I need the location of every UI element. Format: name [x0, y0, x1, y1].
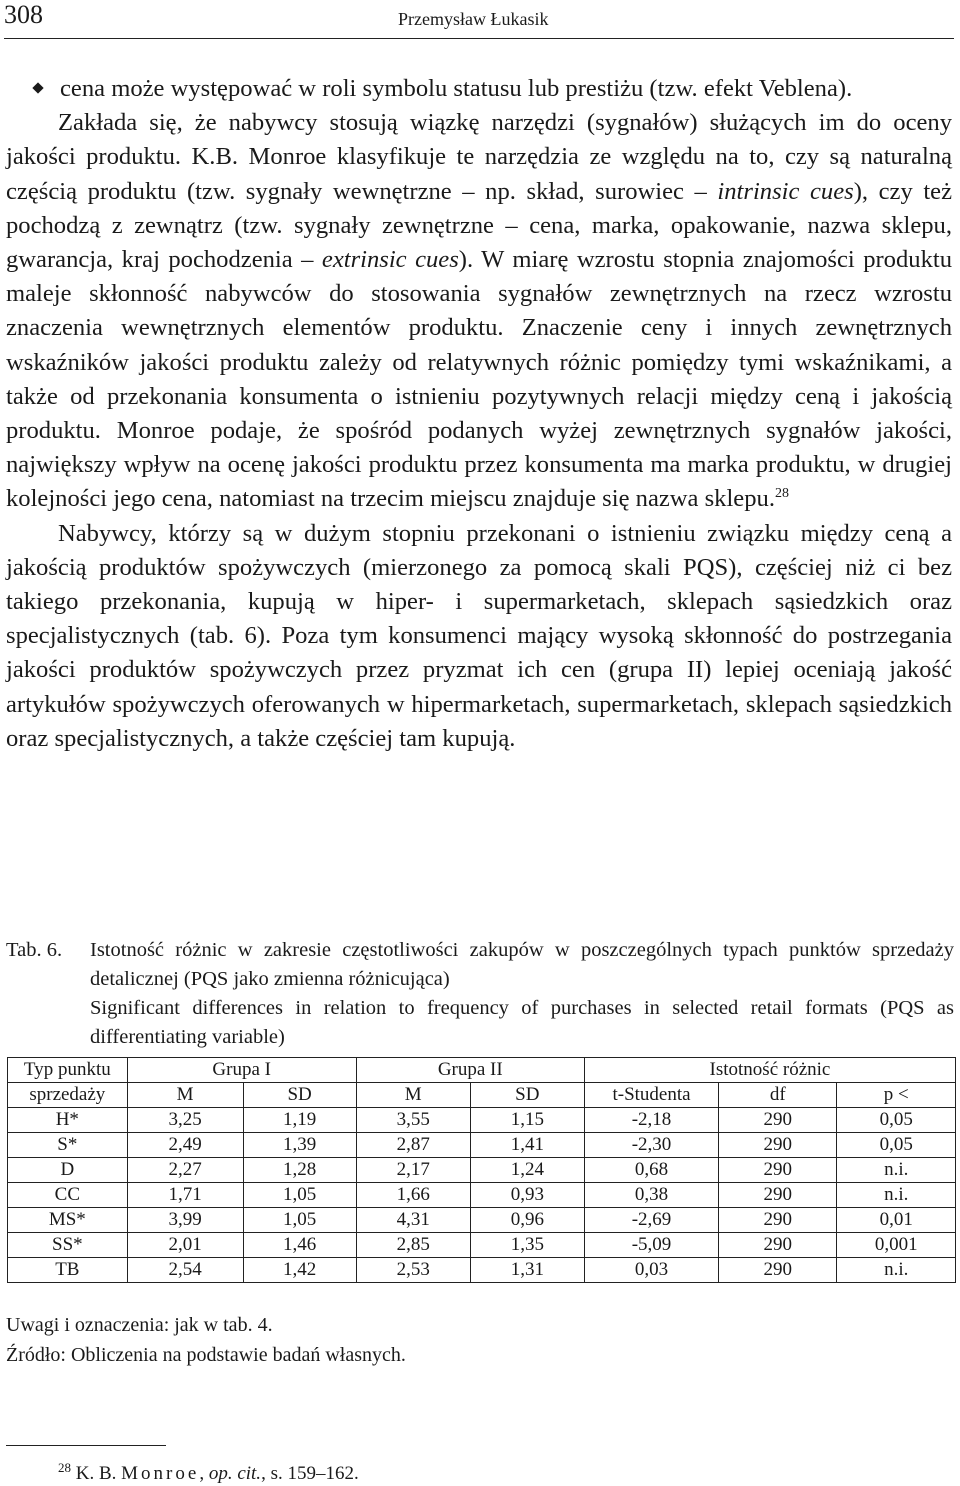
- caption-polish: Istotność różnic w zakresie częstotliwości zakupów w poszczególnych typach punktów sprzedaży detalicznej (PQS jako zmienna różnicująca): [90, 939, 954, 990]
- table-cell: 1,71: [127, 1183, 243, 1208]
- frequency-differences-table: [7, 1057, 956, 1283]
- header-rule: [4, 38, 954, 39]
- table-cell: 290: [719, 1233, 837, 1258]
- footnote-author-initials: K. B.: [75, 1463, 122, 1484]
- table-notes: [6, 1310, 406, 1370]
- table-cell: 3,99: [127, 1208, 243, 1233]
- table-cell: -5,09: [584, 1233, 718, 1258]
- col-subheader: sprzedaży: [8, 1083, 128, 1108]
- table-cell: 0,05: [837, 1108, 956, 1133]
- table-cell: 0,68: [584, 1158, 718, 1183]
- table-cell: 4,31: [356, 1208, 470, 1233]
- table-caption: [6, 936, 954, 1052]
- body-text: [6, 72, 952, 756]
- table-cell: 0,03: [584, 1258, 718, 1283]
- table-header-row-2: [8, 1083, 956, 1108]
- bullet-text: cena może występować w roli symbolu statusu lub prestiżu (tzw. efekt Veblena).: [60, 75, 853, 102]
- paragraph1-part-c: ). W miarę wzrostu stopnia znajomości produktu maleje skłonność nabywców do stosowania sygnałów zewnętrznych na rzecz wzrostu znaczenia wewnętrznych elementów produktu. Znaczenie ceny i innych zewnętrznych wskaźników jakości produktu zależy od relatywnych różnic pomiędzy tymi wskaźnikami, a także od przekonania konsumenta o istnieniu pozytywnych relacji między ceną i jakością produktu. Monroe podaje, że spośród podanych wyżej zewnętrznych sygnałów jakości, największy wpływ na ocenę jakości produktu przez konsumenta ma marka produktu, w drugiej kolejności jego cena, natomiast na trzecim miejscu znajduje się nazwa sklepu.: [6, 246, 952, 513]
- table-cell: -2,18: [584, 1108, 718, 1133]
- col-header-group1: Grupa I: [127, 1058, 356, 1083]
- paragraph-cue-classification: [6, 106, 952, 516]
- remarks-note: Uwagi i oznaczenia: jak w tab. 4.: [6, 1314, 273, 1336]
- table-cell: 290: [719, 1258, 837, 1283]
- footnote-number: 28: [58, 1460, 71, 1475]
- table-cell: n.i.: [837, 1183, 956, 1208]
- table-cell: 290: [719, 1108, 837, 1133]
- paragraph-pqs-buyers: Nabywcy, którzy są w dużym stopniu przekonani o istnieniu związku między ceną a jakością produktów spożywczych (mierzonego za pomocą skali PQS), częściej niż ci bez takiego przekonania, kupują w hiper- i supermarketach, sklepach sąsiedzkich oraz specjalistycznych (tab. 6). Poza tym konsumenci mający wysoką skłonność do postrzegania jakości produktów spożywczych przez pryzmat ich cen (grupa II) lepiej oceniają jakość artykułów spożywczych oferowanych w hipermarketach, supermarketach, sklepach sąsiedzkich oraz specjalistycznych, a także częściej tam kupują.: [6, 519, 952, 752]
- table-row: [8, 1183, 956, 1208]
- table-cell: 290: [719, 1208, 837, 1233]
- col-subheader: M: [127, 1083, 243, 1108]
- bullet-list-item: [6, 72, 952, 106]
- row-label-cell: MS*: [8, 1208, 128, 1233]
- table-cell: 1,24: [470, 1158, 584, 1183]
- table-row: [8, 1233, 956, 1258]
- table-cell: 0,01: [837, 1208, 956, 1233]
- table-cell: 0,05: [837, 1133, 956, 1158]
- table-cell: -2,69: [584, 1208, 718, 1233]
- col-header-significance: Istotność różnic: [584, 1058, 955, 1083]
- table-label: Tab. 6.: [6, 939, 63, 961]
- diamond-bullet-icon: [32, 72, 60, 106]
- table-row: [8, 1108, 956, 1133]
- table-cell: 290: [719, 1158, 837, 1183]
- table-cell: 1,19: [243, 1108, 356, 1133]
- col-header-group2: Grupa II: [356, 1058, 584, 1083]
- col-header-type: Typ punktu: [8, 1058, 128, 1083]
- table-cell: 2,54: [127, 1258, 243, 1283]
- table-cell: 2,53: [356, 1258, 470, 1283]
- table-cell: n.i.: [837, 1258, 956, 1283]
- table-cell: 1,05: [243, 1208, 356, 1233]
- page-header: [0, 0, 960, 40]
- table-cell: 0,96: [470, 1208, 584, 1233]
- table-cell: 3,55: [356, 1108, 470, 1133]
- source-note: Źródło: Obliczenia na podstawie badań własnych.: [6, 1344, 406, 1366]
- table-cell: 1,35: [470, 1233, 584, 1258]
- table-cell: 2,27: [127, 1158, 243, 1183]
- paragraph1-part-a: Zakłada się, że nabywcy stosują wiązkę narzędzi (sygnałów) służących im do oceny jakości produktu. K.B. Monroe klasyfikuje te narzędzia ze względu na to, czy są naturalną częścią produktu (tzw. sygnały wewnętrzne – np. skład, surowiec –: [6, 109, 952, 205]
- table-row: [8, 1208, 956, 1233]
- row-label-cell: CC: [8, 1183, 128, 1208]
- table-cell: 2,49: [127, 1133, 243, 1158]
- table-cell: 0,001: [837, 1233, 956, 1258]
- paragraph1-part-b: ), czy też pochodzą z zewnątrz (tzw. sygnały zewnętrzne – cena, marka, opakowanie, nazwa sklepu, gwarancja, kraj pochodzenia –: [6, 177, 952, 274]
- table-cell: 2,17: [356, 1158, 470, 1183]
- table-cell: 1,39: [243, 1133, 356, 1158]
- col-subheader: t-Studenta: [584, 1083, 718, 1108]
- table-cell: 2,85: [356, 1233, 470, 1258]
- table-cell: 290: [719, 1183, 837, 1208]
- caption-english: Significant differences in relation to frequency of purchases in selected retail formats (PQS as differentiating variable): [90, 997, 954, 1048]
- footnote-28: [58, 1460, 359, 1485]
- running-head-author: Przemysław Łukasik: [398, 9, 549, 29]
- table-cell: 1,46: [243, 1233, 356, 1258]
- table-cell: n.i.: [837, 1158, 956, 1183]
- table-header-row-1: [8, 1058, 956, 1083]
- table-cell: 290: [719, 1133, 837, 1158]
- row-label-cell: D: [8, 1158, 128, 1183]
- col-subheader: p <: [837, 1083, 956, 1108]
- table-cell: 0,93: [470, 1183, 584, 1208]
- row-label-cell: S*: [8, 1133, 128, 1158]
- footnote-pages: , s. 159–162.: [261, 1463, 359, 1484]
- term-intrinsic-cues: intrinsic cues: [717, 177, 854, 205]
- table-cell: -2,30: [584, 1133, 718, 1158]
- table-cell: 1,42: [243, 1258, 356, 1283]
- footnote-ref-28[interactable]: 28: [774, 486, 789, 502]
- table-cell: 1,28: [243, 1158, 356, 1183]
- col-subheader: M: [356, 1083, 470, 1108]
- table-cell: 2,01: [127, 1233, 243, 1258]
- table-cell: 1,05: [243, 1183, 356, 1208]
- row-label-cell: SS*: [8, 1233, 128, 1258]
- table-cell: 3,25: [127, 1108, 243, 1133]
- table-row: [8, 1258, 956, 1283]
- footnote-separator: ,: [199, 1463, 209, 1484]
- table-row: [8, 1158, 956, 1183]
- col-subheader: SD: [470, 1083, 584, 1108]
- table-cell: 1,31: [470, 1258, 584, 1283]
- table-cell: 1,15: [470, 1108, 584, 1133]
- table-cell: 0,38: [584, 1183, 718, 1208]
- table-cell: 1,41: [470, 1133, 584, 1158]
- col-subheader: SD: [243, 1083, 356, 1108]
- row-label-cell: H*: [8, 1108, 128, 1133]
- term-extrinsic-cues: extrinsic cues: [321, 246, 459, 274]
- footnote-author-name: Monroe: [121, 1463, 200, 1484]
- row-label-cell: TB: [8, 1258, 128, 1283]
- table-cell: 2,87: [356, 1133, 470, 1158]
- table-cell: 1,66: [356, 1183, 470, 1208]
- col-subheader: df: [719, 1083, 837, 1108]
- table-row: [8, 1133, 956, 1158]
- footnote-op-cit: op. cit.: [208, 1463, 262, 1484]
- page-number: 308: [4, 0, 43, 29]
- table-body: [8, 1108, 956, 1283]
- footnote-rule: [6, 1445, 166, 1446]
